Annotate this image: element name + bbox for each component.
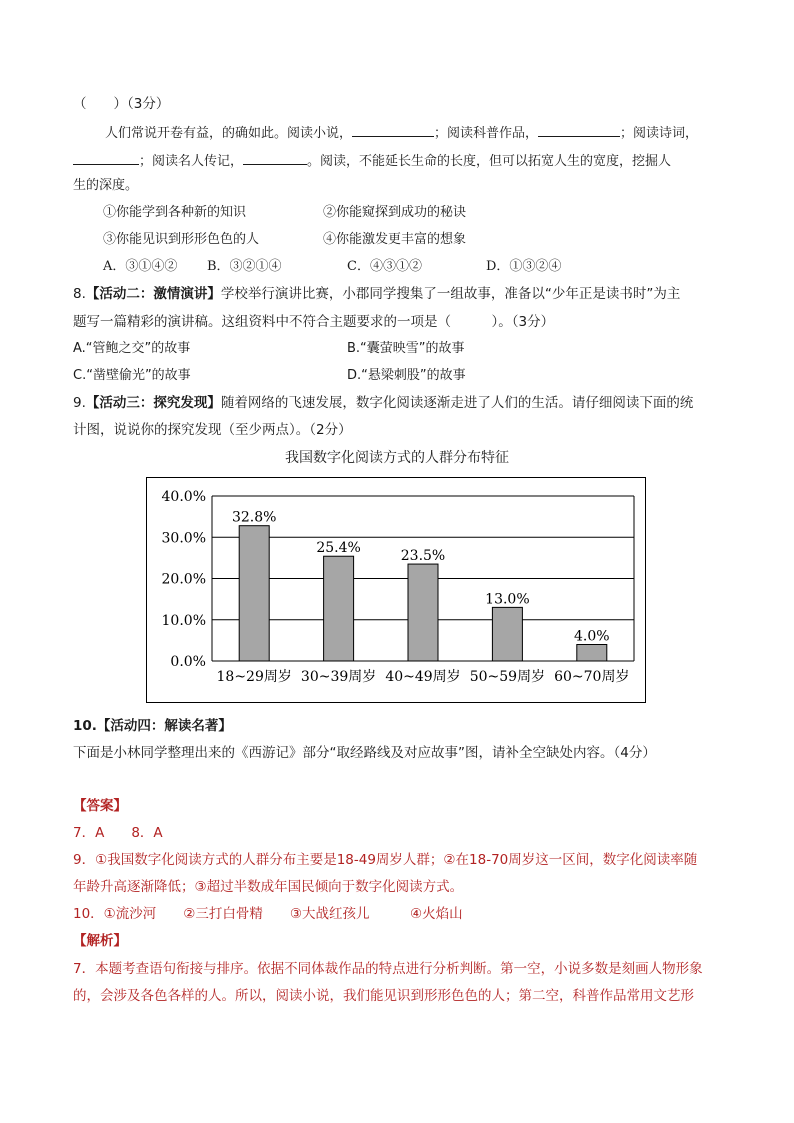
answer-9-line-2: 年龄升高逐渐降低；③超过半数成年国民倾向于数字化阅读方式。 (73, 879, 464, 895)
q7-sentence-4: ④你能激发更丰富的想象 (323, 232, 467, 247)
q7-passage-line-1 (105, 123, 698, 143)
q8-option-b[interactable]: B.“囊萤映雪”的故事 (347, 341, 465, 356)
q7-passage-text: ；阅读名人传记， (139, 154, 244, 169)
q7-passage-line-3: 生的深度。 (73, 178, 139, 193)
q7-passage-text: 。阅读，不能延长生命的长度，但可以拓宽人生的宽度，挖掘人 (307, 154, 672, 169)
q7-blank-2[interactable] (538, 123, 620, 137)
answer-header: 【答案】 (73, 798, 127, 814)
x-tick-label: 40~49周岁 (385, 669, 461, 685)
analysis-header: 【解析】 (73, 933, 127, 949)
q9-line-2: 计图，说说你的探究发现（至少两点）。（2分） (73, 422, 352, 438)
answer-10: 10．①流沙河 ②三打白骨精 ③大战红孩儿 ④火焰山 (73, 906, 463, 922)
q7-option-b[interactable]: B．③②①④ (207, 259, 282, 274)
q7-blank-4[interactable] (243, 151, 307, 165)
q10-heading: 10.【活动四：解读名著】 (73, 718, 232, 734)
data-label: 13.0% (485, 591, 530, 608)
q9-line-1 (73, 394, 693, 412)
x-tick-label: 18~29周岁 (216, 669, 292, 685)
q7-passage-line-2 (73, 151, 671, 171)
q7-option-c[interactable]: C．④③①② (347, 259, 422, 274)
bar (324, 556, 354, 661)
bar (577, 645, 607, 662)
x-tick-label: 60~70周岁 (554, 669, 630, 685)
q7-option-a[interactable]: A．③①④② (103, 259, 178, 274)
q9-number: 9. (73, 395, 86, 411)
data-label: 4.0% (574, 628, 610, 645)
y-tick-label: 0.0% (170, 654, 206, 670)
data-label: 25.4% (316, 540, 361, 557)
q8-text: 学校举行演讲比赛，小郡同学搜集了一组故事，准备以“少年正是读书时”为主 (220, 286, 681, 302)
q9-text: 随着网络的飞速发展，数字化阅读逐渐走进了人们的生活。请仔细阅读下面的统 (220, 395, 694, 411)
q7-blank-3[interactable] (73, 151, 139, 165)
q7-stem-tail: （ ）（3分） (73, 96, 170, 112)
q8-option-c[interactable]: C.“凿壁偷光”的故事 (73, 368, 191, 383)
q7-option-d[interactable]: D．①③②④ (486, 259, 562, 274)
y-tick-label: 30.0% (161, 530, 206, 547)
y-tick-label: 20.0% (161, 571, 206, 588)
chart-title: 我国数字化阅读方式的人群分布特征 (285, 450, 509, 466)
bar (239, 526, 269, 661)
q7-passage-text: ；阅读科普作品， (434, 126, 539, 141)
y-tick-label: 40.0% (161, 489, 206, 505)
q7-blank-1[interactable] (352, 123, 434, 137)
q10-instruction: 下面是小林同学整理出来的《西游记》部分“取经路线及对应故事”图，请补全空缺处内容。（4分） (73, 745, 656, 761)
analysis-line-1: 7．本题考查语句衔接与排序。依据不同体裁作品的特点进行分析判断。第一空，小说多数是刻画人物形象 (73, 961, 703, 977)
q8-option-d[interactable]: D.“悬梁刺股”的故事 (347, 368, 466, 383)
analysis-line-2: 的，会涉及各色各样的人。所以，阅读小说，我们能见识到形形色色的人；第二空，科普作品常用文艺形 (73, 988, 694, 1004)
data-label: 32.8% (231, 509, 277, 526)
q7-sentence-2: ②你能窥探到成功的秘诀 (323, 205, 467, 220)
q8-number: 8. (73, 286, 86, 302)
q7-passage-text: ；阅读诗词， (620, 126, 699, 141)
x-tick-label: 50~59周岁 (469, 669, 546, 685)
answer-9-line-1: 9．①我国数字化阅读方式的人群分布主要是18-49周岁人群；②在18-70周岁这一区间，数字化阅读率随 (73, 852, 698, 868)
y-tick-label: 10.0% (161, 612, 206, 629)
answer-7-8: 7．A 8．A (73, 825, 163, 841)
q7-sentence-3: ③你能见识到形形色色的人 (103, 232, 260, 247)
bar-chart (146, 477, 646, 703)
data-label: 23.5% (400, 548, 446, 565)
q8-activity-tag: 【活动二：激情演讲】 (85, 286, 221, 302)
q8-line-1 (73, 285, 680, 303)
q7-sentence-1: ①你能学到各种新的知识 (103, 205, 247, 220)
x-tick-label: 30~39周岁 (300, 669, 377, 685)
bar (408, 564, 438, 661)
bar-chart-svg (147, 478, 644, 701)
q9-activity-tag: 【活动三：探究发现】 (85, 395, 221, 411)
q8-option-a[interactable]: A.“管鲍之交”的故事 (73, 341, 191, 356)
bar (492, 607, 522, 661)
q7-passage-text: 人们常说开卷有益，的确如此。阅读小说， (105, 126, 353, 141)
q8-line-2: 题写一篇精彩的演讲稿。这组资料中不符合主题要求的一项是（ ）。（3分） (73, 314, 555, 330)
